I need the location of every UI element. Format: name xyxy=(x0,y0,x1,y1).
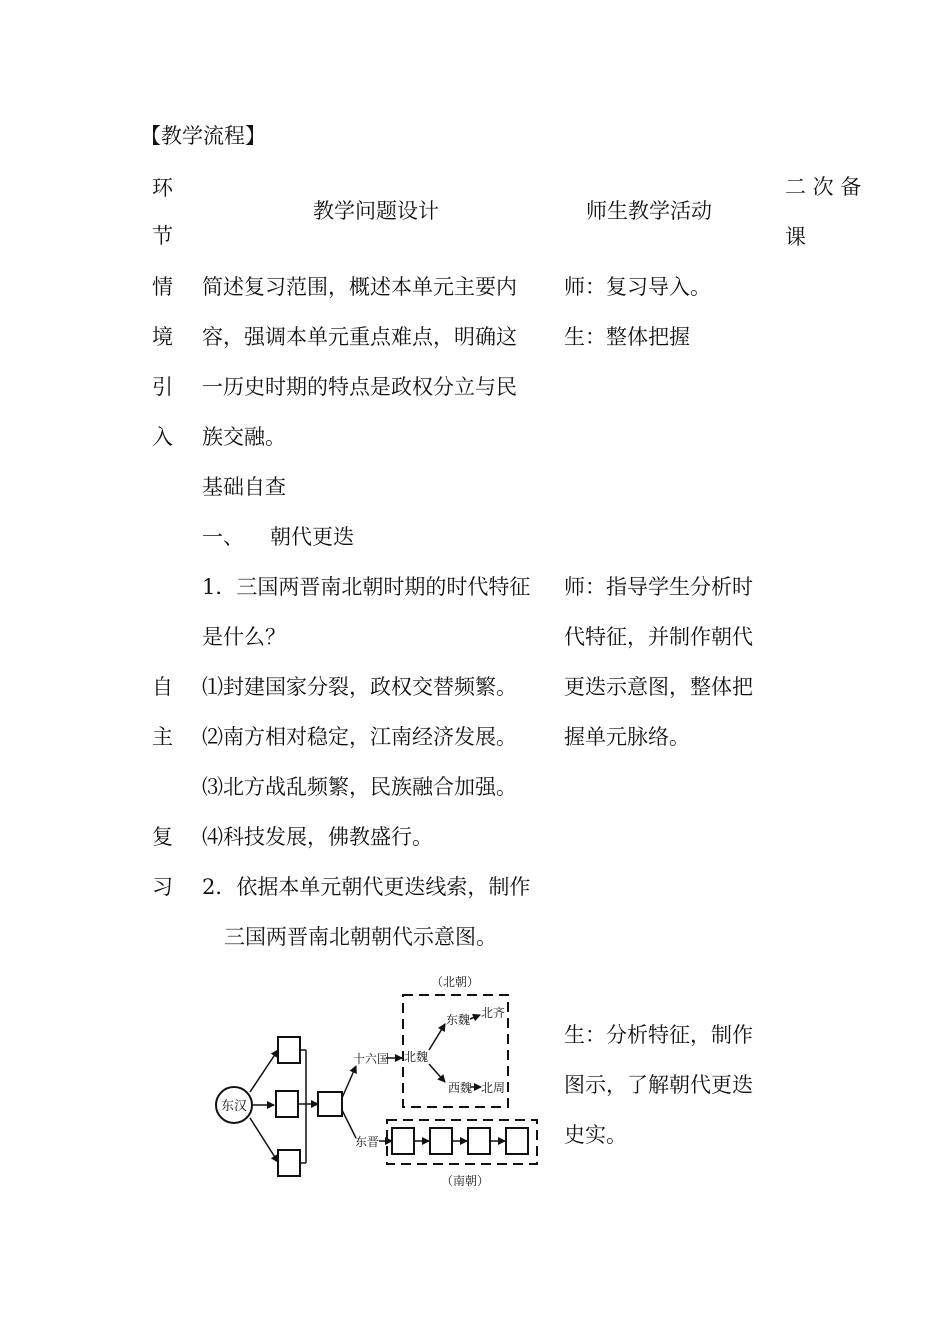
design-line: 2．依据本单元朝代更迭线索，制作 xyxy=(202,875,531,899)
activity-line: 师：复习导入。 xyxy=(564,275,711,299)
east-wei-label: 东魏 xyxy=(446,1013,471,1027)
east-jin-label: 东晋 xyxy=(355,1135,380,1149)
north-wei-label: 北魏 xyxy=(404,1050,429,1064)
activity-line: 更迭示意图，整体把 xyxy=(564,675,753,699)
activity-line: 生：整体把握 xyxy=(564,325,690,349)
dynasty-diagram xyxy=(200,965,550,1200)
stage-char: 入 xyxy=(152,425,173,449)
design-line: ⑷科技发展，佛教盛行。 xyxy=(202,825,433,849)
activity-line: 生：分析特征，制作 xyxy=(564,1023,753,1047)
blank-box xyxy=(276,1091,298,1117)
section-title: 【教学流程】 xyxy=(140,124,266,148)
activity-line: 代特征，并制作朝代 xyxy=(564,625,753,649)
north-qi-label: 北齐 xyxy=(481,1006,506,1020)
design-line: 容，强调本单元重点难点，明确这 xyxy=(202,325,517,349)
design-line: ⑶北方战乱频繁，民族融合加强。 xyxy=(202,775,517,799)
list-marker: 一、 xyxy=(202,525,244,549)
header-design: 教学问题设计 xyxy=(313,199,439,223)
stage-char: 境 xyxy=(152,325,173,349)
header-prep-2: 课 xyxy=(785,225,806,249)
activity-line: 图示，了解朝代更迭 xyxy=(564,1073,753,1097)
header-prep: 二 次 备 xyxy=(785,175,862,199)
header-activity: 师生教学活动 xyxy=(586,199,712,223)
stage-char: 主 xyxy=(152,725,173,749)
subheading-dynasty-change: 朝代更迭 xyxy=(270,525,354,549)
blank-box xyxy=(278,1150,300,1176)
blank-box xyxy=(318,1092,342,1116)
stage-char: 复 xyxy=(152,825,173,849)
activity-line: 史实。 xyxy=(564,1123,627,1147)
west-wei-label: 西魏 xyxy=(448,1081,473,1095)
start-label: 东汉 xyxy=(220,1099,248,1114)
header-link-top: 环 xyxy=(152,176,173,200)
blank-box xyxy=(468,1128,490,1154)
north-dynasties-label: （北朝） xyxy=(430,975,480,989)
design-line: 是什么？ xyxy=(202,625,286,649)
design-line: ⑵南方相对稳定，江南经济发展。 xyxy=(202,725,517,749)
sixteen-kingdoms-label: 十六国 xyxy=(353,1052,390,1066)
blank-box xyxy=(430,1128,452,1154)
design-line: 一历史时期的特点是政权分立与民 xyxy=(202,375,517,399)
subheading-basic-check: 基础自查 xyxy=(202,475,286,499)
activity-line: 师：指导学生分析时 xyxy=(564,575,753,599)
design-line: 简述复习范围，概述本单元主要内 xyxy=(202,275,517,299)
stage-char: 习 xyxy=(152,875,173,899)
blank-box xyxy=(392,1128,414,1154)
design-line: 三国两晋南北朝朝代示意图。 xyxy=(224,925,497,949)
blank-box xyxy=(278,1037,300,1063)
south-dynasties-label: （南朝） xyxy=(440,1174,490,1188)
activity-line: 握单元脉络。 xyxy=(564,725,690,749)
stage-char: 自 xyxy=(152,675,173,699)
design-line: 族交融。 xyxy=(202,425,286,449)
stage-char: 引 xyxy=(152,375,173,399)
stage-char: 情 xyxy=(152,275,173,299)
north-zhou-label: 北周 xyxy=(481,1081,506,1095)
design-line: ⑴封建国家分裂，政权交替频繁。 xyxy=(202,675,517,699)
header-link-bottom: 节 xyxy=(152,224,173,248)
design-line: 1．三国两晋南北朝时期的时代特征 xyxy=(202,575,531,599)
blank-box xyxy=(506,1128,528,1154)
